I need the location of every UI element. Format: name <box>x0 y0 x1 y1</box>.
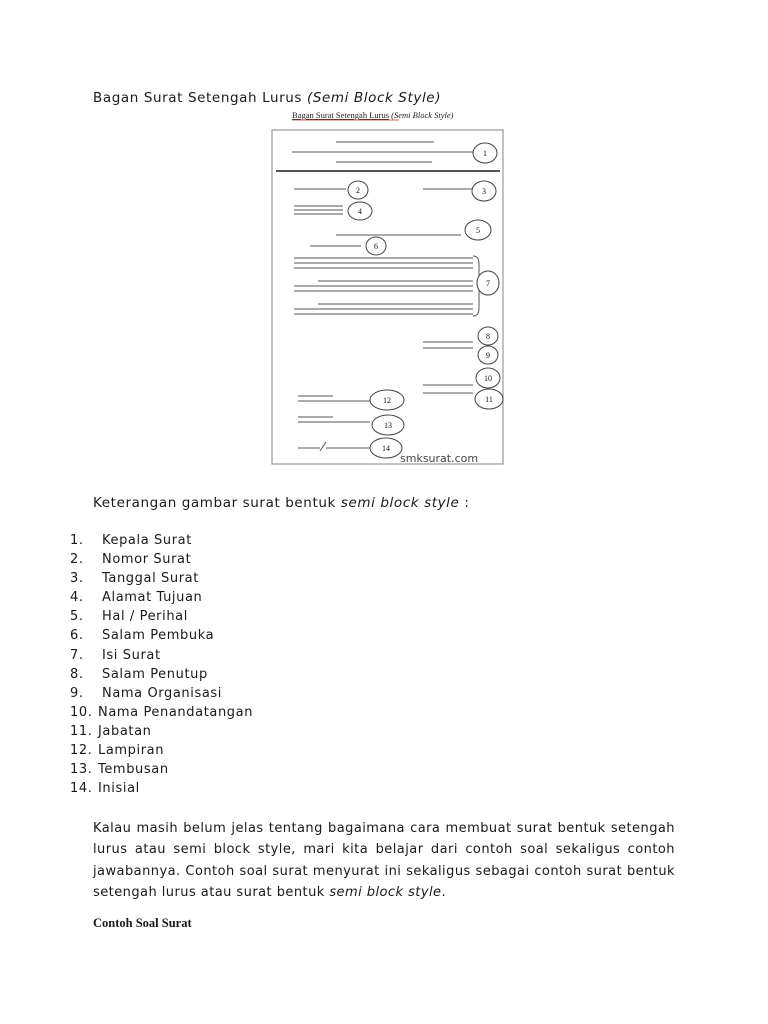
page-heading <box>93 90 441 106</box>
list-item-number: 3. <box>70 571 84 587</box>
list-item <box>70 550 253 569</box>
marker-8-label: 8 <box>486 332 490 341</box>
list-item-label: Kepala Surat <box>102 533 192 548</box>
list-item-number: 1. <box>70 533 84 548</box>
list-item-number: 11. <box>70 723 93 739</box>
list-item-label: Alamat Tujuan <box>102 590 203 606</box>
marker-5-label: 5 <box>476 226 480 235</box>
list-item-label: Jabatan <box>98 723 152 739</box>
list-item <box>70 626 253 645</box>
marker-14-label: 14 <box>382 444 390 453</box>
list-item-label: Nomor Surat <box>102 552 192 568</box>
list-item-number: 4. <box>70 590 84 606</box>
list-item <box>70 741 253 760</box>
explanation-heading <box>93 495 470 511</box>
legend-list <box>70 531 253 798</box>
marker-2-label: 2 <box>356 186 360 195</box>
list-item-number: 2. <box>70 552 84 568</box>
body-paragraph-italic: semi block style <box>329 884 442 900</box>
body-paragraph-end: . <box>441 884 447 900</box>
list-item-number: 9. <box>70 685 84 701</box>
diagram-caption-italic: (Semi Block Style) <box>391 110 454 120</box>
page-heading-text: Bagan Surat Setengah Lurus <box>93 90 307 106</box>
explanation-heading-text: Keterangan gambar surat bentuk <box>93 495 341 511</box>
marker-9-label: 9 <box>486 351 490 360</box>
marker-6-label: 6 <box>374 242 378 251</box>
list-item-label: Nama Penandatangan <box>98 704 254 720</box>
explanation-heading-suffix: : <box>459 495 470 511</box>
body-paragraph-text: Kalau masih belum jelas tentang bagaimana cara membuat surat bentuk setengah lurus atau semi block style, mari kita belajar dari contoh soal sekaligus contoh jawabannya. Contoh soal surat menyurat ini sekaligus sebagai contoh surat bentuk setengah lurus atau surat bentuk <box>93 821 675 900</box>
list-item <box>70 779 253 798</box>
list-item <box>70 703 253 722</box>
diagram-svg <box>268 108 508 468</box>
marker-4-label: 4 <box>358 207 362 216</box>
list-item-number: 5. <box>70 609 84 625</box>
list-item <box>70 531 253 550</box>
list-item-number: 6. <box>70 628 84 644</box>
marker-7-label: 7 <box>486 279 490 288</box>
diagram-watermark: smksurat.com <box>400 452 479 465</box>
body-paragraph <box>93 818 675 903</box>
marker-1-label: 1 <box>483 149 487 158</box>
marker-10-label: 10 <box>484 374 492 383</box>
diagram-caption-underlined: Bagan Surat Setengah Lurus <box>292 110 390 120</box>
list-item-number: 7. <box>70 647 84 663</box>
marker-13-label: 13 <box>384 421 392 430</box>
marker-12-label: 12 <box>383 396 391 405</box>
list-item <box>70 760 253 779</box>
explanation-heading-italic: semi block style <box>340 495 460 511</box>
list-item-number: 10. <box>70 704 93 720</box>
list-item-number: 12. <box>70 743 93 759</box>
list-item <box>70 684 253 703</box>
list-item <box>70 569 253 588</box>
marker-11-label: 11 <box>485 395 493 404</box>
list-item-label: Salam Penutup <box>102 666 208 682</box>
list-item-label: Inisial <box>98 781 140 797</box>
list-item <box>70 607 253 626</box>
list-item-label: Salam Pembuka <box>102 628 215 644</box>
section-title: Contoh Soal Surat <box>93 916 192 930</box>
diagram-frame <box>272 130 503 464</box>
list-item-number: 14. <box>70 781 93 797</box>
list-item-label: Tembusan <box>98 762 169 778</box>
list-item-number: 13. <box>70 762 93 778</box>
semi-block-diagram <box>268 108 508 468</box>
list-item <box>70 646 253 665</box>
list-item-label: Hal / Perihal <box>102 609 188 625</box>
marker-3-label: 3 <box>482 187 486 196</box>
page-heading-italic: (Semi Block Style) <box>306 90 442 106</box>
list-item <box>70 588 253 607</box>
list-item-label: Tanggal Surat <box>102 571 199 587</box>
list-item-label: Isi Surat <box>102 647 161 663</box>
diagram-caption <box>292 110 454 120</box>
list-item-label: Nama Organisasi <box>102 685 222 701</box>
list-item-label: Lampiran <box>98 743 165 759</box>
list-item-number: 8. <box>70 666 84 682</box>
list-item <box>70 665 253 684</box>
list-item <box>70 722 253 741</box>
